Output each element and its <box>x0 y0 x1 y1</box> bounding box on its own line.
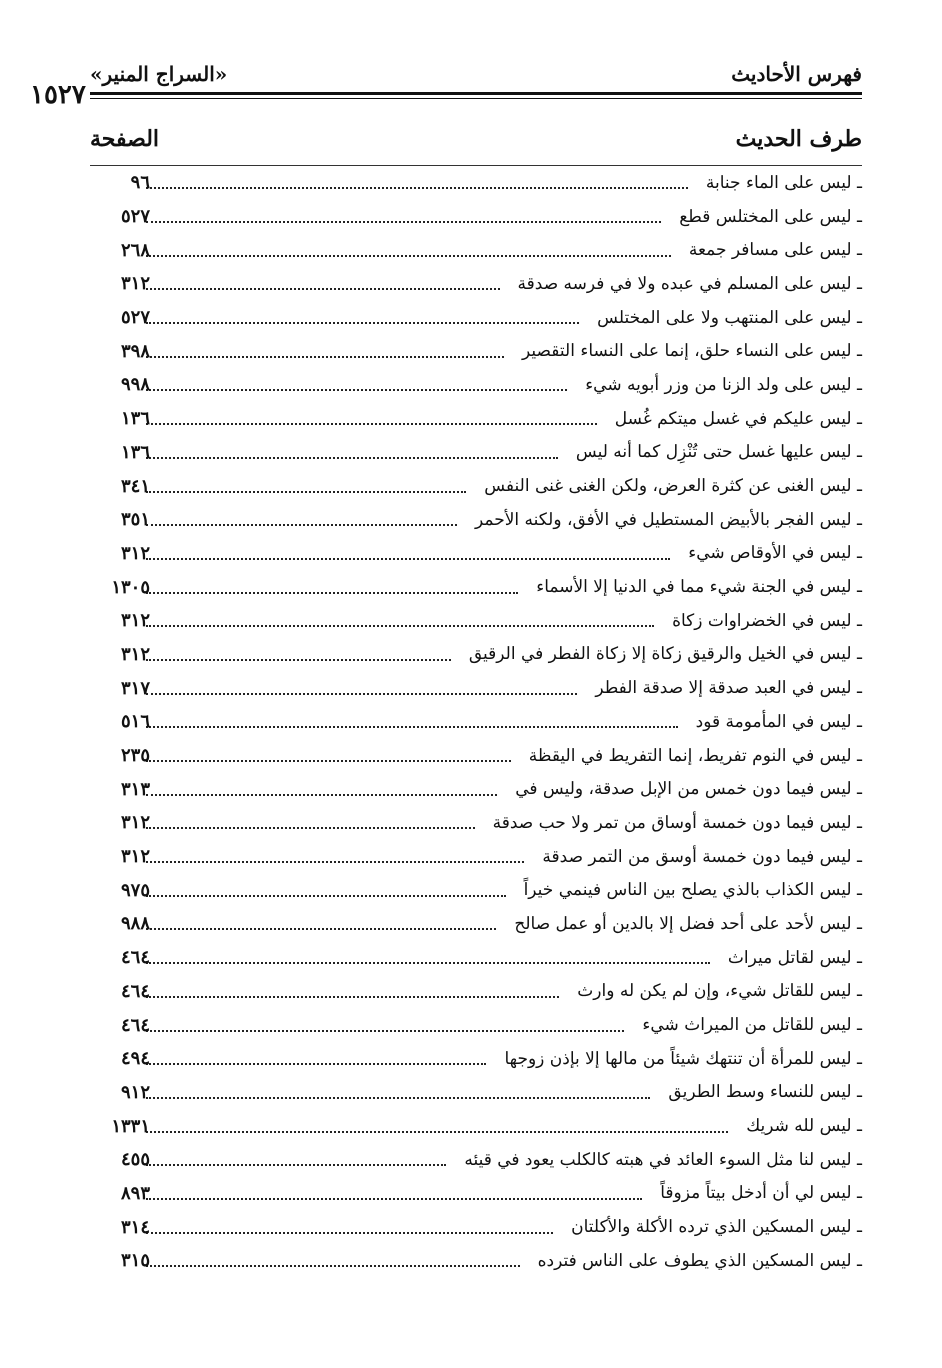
page-ref: ٣١٢ <box>120 610 150 632</box>
hadith-index-list <box>90 166 862 1278</box>
dot-leader <box>146 557 670 560</box>
page-ref: ٣١٥ <box>120 1250 150 1272</box>
index-entry <box>90 1143 862 1177</box>
page-ref: ٣١٢ <box>120 542 150 564</box>
hadith-text: ـ ليس في المأمومة قود <box>695 711 862 732</box>
hadith-text: ـ ليس فيما دون خمسة أوساق من تمر ولا حب صدقة <box>492 812 862 833</box>
hadith-text: ـ ليس للقاتل شيء، وإن لم يكن له وارث <box>577 981 862 1002</box>
hadith-text: ـ ليس المسكين الذي ترده الأكلة والأكلتان <box>571 1217 862 1238</box>
dot-leader <box>146 186 688 189</box>
page-ref: ٩٦ <box>130 172 150 194</box>
page-ref: ١٣٦ <box>120 408 150 430</box>
hadith-text: ـ ليس لله شريك <box>746 1116 862 1137</box>
dot-leader <box>146 490 466 493</box>
page-ref: ٤٦٤ <box>120 1014 150 1036</box>
page-ref: ٢٣٥ <box>120 745 150 767</box>
index-entry <box>90 671 862 705</box>
dot-leader <box>146 1264 520 1267</box>
running-header <box>30 62 862 90</box>
index-entry <box>90 873 862 907</box>
hadith-text: ـ ليس في الخيل والرقيق زكاة إلا زكاة الفطر في الرقيق <box>468 644 862 665</box>
book-title: «السراج المنير» <box>90 62 228 86</box>
page-ref: ٩٩٨ <box>120 374 150 396</box>
page-ref: ٣١٢ <box>120 273 150 295</box>
index-entry <box>90 537 862 571</box>
hadith-text: ـ ليس على المسلم في عبده ولا في فرسه صدقة <box>517 273 862 294</box>
page-ref: ٤٥٥ <box>120 1149 150 1171</box>
hadith-text: ـ ليس في النوم تفريط، إنما التفريط في اليقظة <box>528 745 862 766</box>
page-ref: ٤٦٤ <box>120 980 150 1002</box>
dot-leader <box>146 456 558 459</box>
hadith-text: ـ ليس عليكم في غسل ميتكم غُسل <box>614 408 862 429</box>
dot-leader <box>146 759 511 762</box>
hadith-text: ـ ليس للقاتل من الميراث شيء <box>642 1015 862 1036</box>
dot-leader <box>146 1130 728 1133</box>
hadith-text: ـ ليس في العبد صدقة إلا صدقة الفطر <box>595 678 862 699</box>
index-entry <box>90 975 862 1009</box>
dot-leader <box>146 1062 486 1065</box>
dot-leader <box>146 422 597 425</box>
hadith-text: ـ ليس في الأوقاص شيء <box>688 543 862 564</box>
hadith-column-heading: طرف الحديث <box>735 126 862 152</box>
hadith-text: ـ ليس على مسافر جمعة <box>688 240 862 261</box>
hadith-text: ـ ليس لأحد على أحد فضل إلا بالدين أو عمل صالح <box>514 913 862 934</box>
index-entry <box>90 638 862 672</box>
hadith-text: ـ ليس فيما دون خمسة أوسق من التمر صدقة <box>542 846 862 867</box>
section-title: فهرس الأحاديث <box>731 62 862 86</box>
hadith-text: ـ ليس فيما دون خمس من الإبل صدقة، وليس في <box>515 779 862 800</box>
page-number: ١٥٢٧ <box>30 80 86 110</box>
hadith-text: ـ ليس للنساء وسط الطريق <box>668 1082 862 1103</box>
dot-leader <box>146 793 497 796</box>
hadith-text: ـ ليس على النساء حلق، إنما على النساء التقصير <box>522 341 862 362</box>
page-ref: ٤٦٤ <box>120 947 150 969</box>
dot-leader <box>146 388 567 391</box>
page-ref: ٥١٦ <box>120 711 150 733</box>
page-ref: ٩٨٨ <box>120 913 150 935</box>
page-ref: ٣١٢ <box>120 812 150 834</box>
hadith-text: ـ ليس في الجنة شيء مما في الدنيا إلا الأسماء <box>536 577 862 598</box>
index-entry <box>90 402 862 436</box>
hadith-text: ـ ليس عليها غسل حتى تُنْزِل كما أنه ليس <box>575 442 862 463</box>
dot-leader <box>146 961 710 964</box>
hadith-text: ـ ليس على الماء جنابة <box>705 172 862 193</box>
index-entry <box>90 705 862 739</box>
dot-leader <box>146 1096 650 1099</box>
index-entry <box>90 233 862 267</box>
hadith-text: ـ ليس المسكين الذي يطوف على الناس فترده <box>537 1250 862 1271</box>
index-entry <box>90 1008 862 1042</box>
page-ref: ٥٢٧ <box>120 307 150 329</box>
dot-leader <box>146 1197 642 1200</box>
dot-leader <box>146 220 661 223</box>
index-entry <box>90 1076 862 1110</box>
hadith-text: ـ ليس لي أن أدخل بيتاً مزوقاً <box>660 1183 862 1204</box>
dot-leader <box>146 826 475 829</box>
index-entry <box>90 806 862 840</box>
index-entry <box>90 941 862 975</box>
page-ref: ٨٩٣ <box>120 1182 150 1204</box>
index-entry <box>90 301 862 335</box>
hadith-text: ـ ليس في الخضراوات زكاة <box>672 610 862 631</box>
dot-leader <box>146 927 496 930</box>
header-rule-thick <box>90 92 862 95</box>
page-column-heading: الصفحة <box>90 126 160 152</box>
index-entry <box>90 469 862 503</box>
dot-leader <box>146 1029 624 1032</box>
index-entry <box>90 267 862 301</box>
dot-leader <box>146 725 678 728</box>
index-entry <box>90 570 862 604</box>
index-entry <box>90 840 862 874</box>
page-ref: ٢٦٨ <box>120 239 150 261</box>
dot-leader <box>146 1163 446 1166</box>
header-rule-thin <box>90 98 862 99</box>
hadith-text: ـ ليس الغنى عن كثرة العرض، ولكن الغنى غنى النفس <box>484 476 862 497</box>
page-ref: ٣١٣ <box>120 778 150 800</box>
index-entry <box>90 166 862 200</box>
index-entry <box>90 436 862 470</box>
dot-leader <box>146 624 654 627</box>
index-entry <box>90 334 862 368</box>
dot-leader <box>146 254 671 257</box>
page-ref: ٣١٤ <box>120 1216 150 1238</box>
index-entry <box>90 739 862 773</box>
hadith-text: ـ ليس على المختلس قطع <box>679 206 862 227</box>
dot-leader <box>146 658 451 661</box>
dot-leader <box>146 1231 553 1234</box>
page-ref: ١٣٠٥ <box>111 576 150 598</box>
hadith-text: ـ ليس لقاتل ميراث <box>727 947 862 968</box>
hadith-text: ـ ليس الكذاب بالذي يصلح بين الناس فينمي خيراً <box>523 880 862 901</box>
page-ref: ٩١٢ <box>120 1081 150 1103</box>
page-ref: ٣١٧ <box>120 677 150 699</box>
page-ref: ٣١٢ <box>120 846 150 868</box>
dot-leader <box>146 995 559 998</box>
dot-leader <box>146 692 577 695</box>
dot-leader <box>146 591 518 594</box>
page-ref: ٩٧٥ <box>120 879 150 901</box>
page-ref: ٣٤١ <box>120 475 150 497</box>
dot-leader <box>146 523 457 526</box>
index-entry <box>90 200 862 234</box>
dot-leader <box>146 860 524 863</box>
dot-leader <box>146 287 500 290</box>
hadith-text: ـ ليس لنا مثل السوء العائد في هبته كالكلب يعود في قيئه <box>464 1149 862 1170</box>
index-entry <box>90 368 862 402</box>
index-entry <box>90 1177 862 1211</box>
index-entry <box>90 907 862 941</box>
index-entry <box>90 772 862 806</box>
dot-leader <box>146 321 579 324</box>
page-ref: ٤٩٤ <box>120 1048 150 1070</box>
index-entry <box>90 1042 862 1076</box>
page-ref: ١٣٣١ <box>111 1115 150 1137</box>
page-ref: ٣٥١ <box>120 509 150 531</box>
index-entry <box>90 503 862 537</box>
hadith-text: ـ ليس الفجر بالأبيض المستطيل في الأفق، ولكنه الأحمر <box>475 509 862 530</box>
hadith-text: ـ ليس على المنتهب ولا على المختلس <box>597 307 862 328</box>
index-entry <box>90 1244 862 1278</box>
page-ref: ١٣٦ <box>120 441 150 463</box>
page-ref: ٥٢٧ <box>120 206 150 228</box>
index-entry <box>90 1109 862 1143</box>
page-ref: ٣٩٨ <box>120 340 150 362</box>
index-entry <box>90 604 862 638</box>
hadith-text: ـ ليس على ولد الزنا من وزر أبويه شيء <box>585 374 862 395</box>
hadith-text: ـ ليس للمرأة أن تنتهك شيئاً من مالها إلا بإذن زوجها <box>504 1048 862 1069</box>
index-entry <box>90 1210 862 1244</box>
dot-leader <box>146 355 504 358</box>
page-ref: ٣١٢ <box>120 643 150 665</box>
dot-leader <box>146 894 506 897</box>
